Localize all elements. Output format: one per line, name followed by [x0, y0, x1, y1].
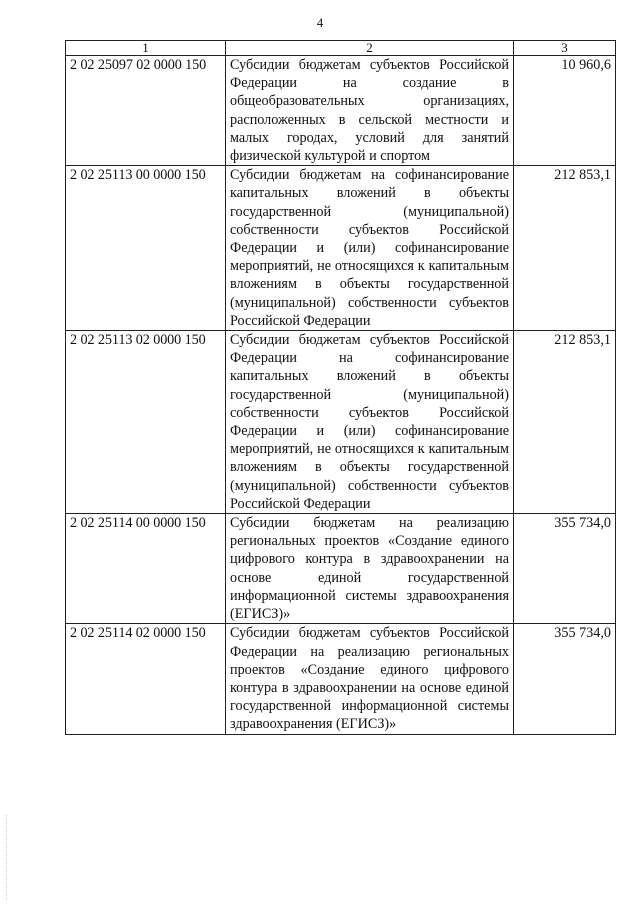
- page-number: 4: [316, 15, 324, 30]
- column-header-description: 2: [226, 41, 514, 56]
- table-row: [66, 166, 616, 331]
- budget-code: 2 02 25114 02 0000 150: [66, 624, 226, 734]
- budget-description: Субсидии бюджетам субъектов Российской Федерации на создание в общеобразовательных организациях, расположенных в сельской местности и малых городах, условий для занятий физической культурой и спортом: [226, 56, 514, 166]
- scan-margin-line: [6, 815, 8, 900]
- budget-code: 2 02 25113 02 0000 150: [66, 331, 226, 514]
- budget-code: 2 02 25113 00 0000 150: [66, 166, 226, 331]
- budget-amount: 212 853,1: [514, 331, 616, 514]
- table-row: [66, 624, 616, 734]
- budget-description: Субсидии бюджетам на софинансирование капитальных вложений в объекты государственной (муниципальной) собственности субъектов Российской Федерации и (или) софинансирование мероприятий, не относящихся к капитальным вложениям в объекты государственной (муниципальной) собственности субъектов Российской Федерации: [226, 166, 514, 331]
- table-row: [66, 331, 616, 514]
- budget-description: Субсидии бюджетам субъектов Российской Федерации на реализацию региональных проектов «Создание единого цифрового контура в здравоохранении на основе единой государственной информационной системы здравоохранения (ЕГИСЗ)»: [226, 624, 514, 734]
- budget-amount: 355 734,0: [514, 514, 616, 624]
- budget-description: Субсидии бюджетам на реализацию региональных проектов «Создание единого цифрового контура в здравоохранении на основе единой государственной информационной системы здравоохранения (ЕГИСЗ)»: [226, 514, 514, 624]
- column-header-code: 1: [66, 41, 226, 56]
- table-row: [66, 56, 616, 166]
- budget-amount: 10 960,6: [514, 56, 616, 166]
- budget-code: 2 02 25114 00 0000 150: [66, 514, 226, 624]
- table-header-row: [66, 41, 616, 56]
- column-header-amount: 3: [514, 41, 616, 56]
- budget-amount: 212 853,1: [514, 166, 616, 331]
- table-row: [66, 514, 616, 624]
- budget-table: [65, 40, 616, 735]
- budget-code: 2 02 25097 02 0000 150: [66, 56, 226, 166]
- budget-description: Субсидии бюджетам субъектов Российской Федерации на софинансирование капитальных вложений в объекты государственной (муниципальной) собственности субъектов Российской Федерации и (или) софинансирование мероприятий, не относящихся к капитальным вложениям в объекты государственной (муниципальной) собственности субъектов Российской Федерации: [226, 331, 514, 514]
- budget-amount: 355 734,0: [514, 624, 616, 734]
